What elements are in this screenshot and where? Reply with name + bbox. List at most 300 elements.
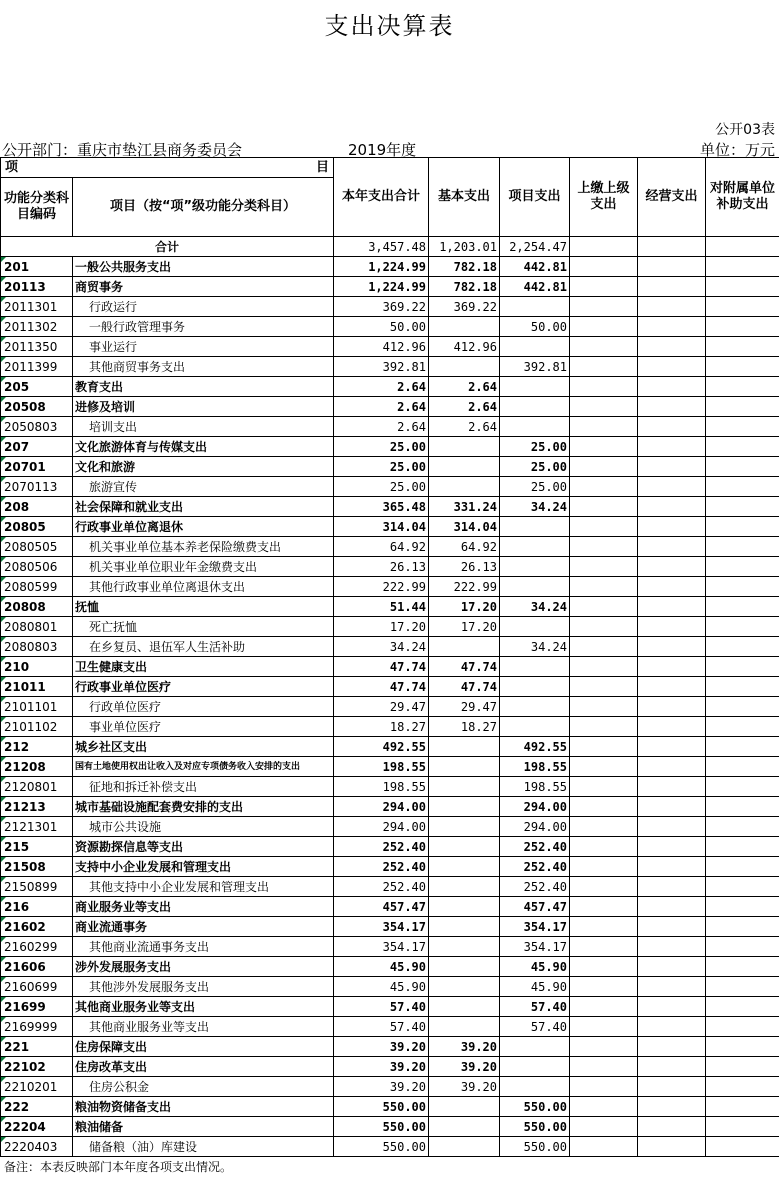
row-basic: 39.20 xyxy=(429,1037,500,1057)
table-row xyxy=(1,657,779,677)
row-subsidy xyxy=(706,937,779,957)
row-basic: 2.64 xyxy=(429,377,500,397)
row-subsidy xyxy=(706,1017,779,1037)
row-code: 21011 xyxy=(1,677,73,697)
row-subsidy xyxy=(706,677,779,697)
row-name: 一般公共服务支出 xyxy=(73,257,334,277)
row-business xyxy=(638,337,706,357)
row-code: 21213 xyxy=(1,797,73,817)
header-subsidy: 对附属单位补助支出 xyxy=(706,158,779,237)
table-row xyxy=(1,337,779,357)
row-project: 550.00 xyxy=(500,1117,570,1137)
row-upper xyxy=(570,837,638,857)
row-name: 其他商业流通事务支出 xyxy=(73,937,334,957)
row-subsidy xyxy=(706,397,779,417)
row-total: 222.99 xyxy=(334,577,429,597)
row-upper xyxy=(570,1057,638,1077)
table-row xyxy=(1,877,779,897)
row-project: 252.40 xyxy=(500,877,570,897)
row-business xyxy=(638,737,706,757)
row-upper xyxy=(570,557,638,577)
table-row xyxy=(1,1017,779,1037)
row-business xyxy=(638,1017,706,1037)
row-total: 294.00 xyxy=(334,817,429,837)
row-business xyxy=(638,457,706,477)
row-upper xyxy=(570,497,638,517)
row-name: 商业流通事务 xyxy=(73,917,334,937)
row-name: 教育支出 xyxy=(73,377,334,397)
row-project xyxy=(500,337,570,357)
row-upper xyxy=(570,357,638,377)
row-upper xyxy=(570,1117,638,1137)
row-basic xyxy=(429,777,500,797)
row-business xyxy=(638,317,706,337)
row-total: 365.48 xyxy=(334,497,429,517)
row-total: 47.74 xyxy=(334,677,429,697)
row-business xyxy=(638,657,706,677)
row-name: 旅游宣传 xyxy=(73,477,334,497)
row-business xyxy=(638,637,706,657)
row-project xyxy=(500,537,570,557)
row-name: 住房公积金 xyxy=(73,1077,334,1097)
row-name: 行政事业单位医疗 xyxy=(73,677,334,697)
row-name: 在乡复员、退伍军人生活补助 xyxy=(73,637,334,657)
row-upper xyxy=(570,897,638,917)
row-project xyxy=(500,297,570,317)
row-name: 征地和拆迁补偿支出 xyxy=(73,777,334,797)
table-row xyxy=(1,777,779,797)
row-upper xyxy=(570,597,638,617)
table-row xyxy=(1,937,779,957)
row-upper xyxy=(570,397,638,417)
row-code: 21602 xyxy=(1,917,73,937)
row-business xyxy=(638,477,706,497)
row-code: 205 xyxy=(1,377,73,397)
row-project: 442.81 xyxy=(500,257,570,277)
row-total: 50.00 xyxy=(334,317,429,337)
row-upper xyxy=(570,957,638,977)
row-subsidy xyxy=(706,877,779,897)
row-business xyxy=(638,1077,706,1097)
row-business xyxy=(638,277,706,297)
row-total: 314.04 xyxy=(334,517,429,537)
row-business xyxy=(638,877,706,897)
row-project xyxy=(500,1057,570,1077)
row-code: 21699 xyxy=(1,997,73,1017)
row-project xyxy=(500,617,570,637)
row-code: 210 xyxy=(1,657,73,677)
row-code: 221 xyxy=(1,1037,73,1057)
row-project: 354.17 xyxy=(500,937,570,957)
table-row xyxy=(1,637,779,657)
row-project: 252.40 xyxy=(500,857,570,877)
row-name: 粮油储备 xyxy=(73,1117,334,1137)
row-upper xyxy=(570,917,638,937)
row-business xyxy=(638,417,706,437)
row-basic xyxy=(429,977,500,997)
total-basic: 1,203.01 xyxy=(429,237,500,257)
row-subsidy xyxy=(706,897,779,917)
row-subsidy xyxy=(706,337,779,357)
row-name: 培训支出 xyxy=(73,417,334,437)
row-code: 2050803 xyxy=(1,417,73,437)
header-item-left: 项 xyxy=(5,159,19,175)
row-code: 2220403 xyxy=(1,1137,73,1157)
row-subsidy xyxy=(706,977,779,997)
row-upper xyxy=(570,737,638,757)
row-project: 50.00 xyxy=(500,317,570,337)
row-project: 457.47 xyxy=(500,897,570,917)
row-project xyxy=(500,557,570,577)
row-total: 29.47 xyxy=(334,697,429,717)
table-row xyxy=(1,517,779,537)
table-row xyxy=(1,557,779,577)
table-row xyxy=(1,1137,779,1157)
row-total: 2.64 xyxy=(334,397,429,417)
row-subsidy xyxy=(706,1057,779,1077)
row-upper xyxy=(570,797,638,817)
table-row xyxy=(1,957,779,977)
row-code: 2080505 xyxy=(1,537,73,557)
row-basic: 39.20 xyxy=(429,1057,500,1077)
table-row xyxy=(1,457,779,477)
row-basic: 222.99 xyxy=(429,577,500,597)
row-project: 198.55 xyxy=(500,777,570,797)
row-name: 涉外发展服务支出 xyxy=(73,957,334,977)
row-project xyxy=(500,417,570,437)
row-subsidy xyxy=(706,437,779,457)
row-name: 城乡社区支出 xyxy=(73,737,334,757)
row-name: 国有土地使用权出让收入及对应专项债务收入安排的支出 xyxy=(73,757,334,777)
table-row xyxy=(1,1097,779,1117)
row-basic: 314.04 xyxy=(429,517,500,537)
row-code: 2101102 xyxy=(1,717,73,737)
table-row xyxy=(1,737,779,757)
row-total: 34.24 xyxy=(334,637,429,657)
row-upper xyxy=(570,277,638,297)
row-basic xyxy=(429,937,500,957)
row-basic xyxy=(429,837,500,857)
row-project: 550.00 xyxy=(500,1097,570,1117)
total-sum: 3,457.48 xyxy=(334,237,429,257)
row-upper xyxy=(570,297,638,317)
row-code: 2101101 xyxy=(1,697,73,717)
row-project xyxy=(500,517,570,537)
row-name: 行政运行 xyxy=(73,297,334,317)
row-business xyxy=(638,717,706,737)
table-row xyxy=(1,577,779,597)
row-name: 商业服务业等支出 xyxy=(73,897,334,917)
table-row xyxy=(1,417,779,437)
row-business xyxy=(638,777,706,797)
row-business xyxy=(638,697,706,717)
row-subsidy xyxy=(706,1137,779,1157)
row-name: 文化旅游体育与传媒支出 xyxy=(73,437,334,457)
table-row xyxy=(1,357,779,377)
row-total: 51.44 xyxy=(334,597,429,617)
row-total: 354.17 xyxy=(334,937,429,957)
table-row xyxy=(1,1077,779,1097)
table-row xyxy=(1,697,779,717)
row-business xyxy=(638,757,706,777)
row-project xyxy=(500,697,570,717)
footnote: 备注：本表反映部门本年度各项支出情况。 xyxy=(4,1160,233,1174)
row-name: 进修及培训 xyxy=(73,397,334,417)
table-row xyxy=(1,837,779,857)
table-row xyxy=(1,897,779,917)
row-project: 294.00 xyxy=(500,817,570,837)
row-code: 2121301 xyxy=(1,817,73,837)
row-upper xyxy=(570,757,638,777)
row-subsidy xyxy=(706,557,779,577)
row-code: 2160299 xyxy=(1,937,73,957)
row-business xyxy=(638,597,706,617)
row-basic: 64.92 xyxy=(429,537,500,557)
row-upper xyxy=(570,777,638,797)
row-project: 25.00 xyxy=(500,437,570,457)
row-upper xyxy=(570,1037,638,1057)
table-row xyxy=(1,1057,779,1077)
row-project: 57.40 xyxy=(500,1017,570,1037)
row-business xyxy=(638,1097,706,1117)
row-total: 25.00 xyxy=(334,437,429,457)
row-name: 城市公共设施 xyxy=(73,817,334,837)
row-total: 369.22 xyxy=(334,297,429,317)
row-code: 2011399 xyxy=(1,357,73,377)
row-subsidy xyxy=(706,997,779,1017)
expenditure-table xyxy=(0,157,779,1157)
row-name: 行政事业单位离退休 xyxy=(73,517,334,537)
row-business xyxy=(638,1137,706,1157)
row-total: 57.40 xyxy=(334,997,429,1017)
row-upper xyxy=(570,677,638,697)
table-row xyxy=(1,757,779,777)
row-upper xyxy=(570,1137,638,1157)
row-business xyxy=(638,837,706,857)
row-total: 550.00 xyxy=(334,1097,429,1117)
row-name: 城市基础设施配套费安排的支出 xyxy=(73,797,334,817)
row-upper xyxy=(570,317,638,337)
row-code: 21208 xyxy=(1,757,73,777)
row-total: 25.00 xyxy=(334,457,429,477)
row-business xyxy=(638,677,706,697)
row-upper xyxy=(570,997,638,1017)
row-total: 354.17 xyxy=(334,917,429,937)
table-row xyxy=(1,917,779,937)
row-subsidy xyxy=(706,797,779,817)
header-total: 本年支出合计 xyxy=(334,158,429,237)
unit-label: 单位：万元 xyxy=(699,141,775,159)
row-total: 57.40 xyxy=(334,1017,429,1037)
row-subsidy xyxy=(706,257,779,277)
row-basic: 331.24 xyxy=(429,497,500,517)
row-basic: 47.74 xyxy=(429,657,500,677)
row-project xyxy=(500,577,570,597)
row-upper xyxy=(570,477,638,497)
row-code: 20805 xyxy=(1,517,73,537)
row-subsidy xyxy=(706,517,779,537)
row-subsidy xyxy=(706,737,779,757)
table-row xyxy=(1,477,779,497)
row-total: 26.13 xyxy=(334,557,429,577)
row-upper xyxy=(570,577,638,597)
header-basic: 基本支出 xyxy=(429,158,500,237)
row-code: 2011350 xyxy=(1,337,73,357)
form-number: 公开03表 xyxy=(715,122,775,138)
row-subsidy xyxy=(706,657,779,677)
row-business xyxy=(638,577,706,597)
row-project: 392.81 xyxy=(500,357,570,377)
row-basic: 782.18 xyxy=(429,257,500,277)
row-total: 45.90 xyxy=(334,977,429,997)
row-business xyxy=(638,797,706,817)
row-subsidy xyxy=(706,717,779,737)
row-subsidy xyxy=(706,757,779,777)
row-subsidy xyxy=(706,317,779,337)
row-subsidy xyxy=(706,1077,779,1097)
table-row xyxy=(1,537,779,557)
table-row xyxy=(1,717,779,737)
row-basic: 782.18 xyxy=(429,277,500,297)
table-row xyxy=(1,1117,779,1137)
row-name: 商贸事务 xyxy=(73,277,334,297)
row-project: 550.00 xyxy=(500,1137,570,1157)
row-name: 住房保障支出 xyxy=(73,1037,334,1057)
row-subsidy xyxy=(706,637,779,657)
row-code: 21508 xyxy=(1,857,73,877)
row-business xyxy=(638,257,706,277)
row-subsidy xyxy=(706,477,779,497)
row-basic xyxy=(429,917,500,937)
row-name: 死亡抚恤 xyxy=(73,617,334,637)
row-basic xyxy=(429,737,500,757)
row-code: 2080599 xyxy=(1,577,73,597)
row-total: 412.96 xyxy=(334,337,429,357)
row-total: 294.00 xyxy=(334,797,429,817)
row-upper xyxy=(570,697,638,717)
row-subsidy xyxy=(706,617,779,637)
row-basic xyxy=(429,797,500,817)
row-upper xyxy=(570,857,638,877)
row-code: 21606 xyxy=(1,957,73,977)
row-name: 储备粮（油）库建设 xyxy=(73,1137,334,1157)
row-total: 550.00 xyxy=(334,1137,429,1157)
table-row xyxy=(1,497,779,517)
table-row xyxy=(1,817,779,837)
row-name: 抚恤 xyxy=(73,597,334,617)
row-subsidy xyxy=(706,857,779,877)
row-project: 34.24 xyxy=(500,497,570,517)
row-basic xyxy=(429,317,500,337)
row-project: 34.24 xyxy=(500,597,570,617)
row-business xyxy=(638,817,706,837)
row-subsidy xyxy=(706,357,779,377)
row-code: 2120801 xyxy=(1,777,73,797)
table-row xyxy=(1,617,779,637)
row-subsidy xyxy=(706,1117,779,1137)
row-business xyxy=(638,397,706,417)
row-total: 1,224.99 xyxy=(334,277,429,297)
row-total: 550.00 xyxy=(334,1117,429,1137)
row-subsidy xyxy=(706,297,779,317)
row-basic: 412.96 xyxy=(429,337,500,357)
row-subsidy xyxy=(706,417,779,437)
row-upper xyxy=(570,257,638,277)
row-project xyxy=(500,677,570,697)
table-row xyxy=(1,437,779,457)
row-project: 442.81 xyxy=(500,277,570,297)
row-total: 64.92 xyxy=(334,537,429,557)
row-code: 2080803 xyxy=(1,637,73,657)
row-basic: 369.22 xyxy=(429,297,500,317)
row-subsidy xyxy=(706,497,779,517)
row-project: 45.90 xyxy=(500,957,570,977)
row-name: 机关事业单位基本养老保险缴费支出 xyxy=(73,537,334,557)
row-code: 20113 xyxy=(1,277,73,297)
total-subsidy xyxy=(706,237,779,257)
row-project: 198.55 xyxy=(500,757,570,777)
row-project: 25.00 xyxy=(500,457,570,477)
row-upper xyxy=(570,657,638,677)
row-basic xyxy=(429,357,500,377)
row-name: 其他涉外发展服务支出 xyxy=(73,977,334,997)
row-subsidy xyxy=(706,917,779,937)
row-basic xyxy=(429,1017,500,1037)
row-code: 2160699 xyxy=(1,977,73,997)
row-total: 18.27 xyxy=(334,717,429,737)
row-total: 252.40 xyxy=(334,837,429,857)
row-basic xyxy=(429,957,500,977)
row-total: 47.74 xyxy=(334,657,429,677)
row-business xyxy=(638,357,706,377)
row-basic xyxy=(429,457,500,477)
row-upper xyxy=(570,717,638,737)
row-basic: 2.64 xyxy=(429,417,500,437)
row-total: 392.81 xyxy=(334,357,429,377)
row-code: 2169999 xyxy=(1,1017,73,1037)
row-total: 25.00 xyxy=(334,477,429,497)
row-basic xyxy=(429,477,500,497)
row-name: 一般行政管理事务 xyxy=(73,317,334,337)
table-row xyxy=(1,797,779,817)
row-upper xyxy=(570,977,638,997)
row-upper xyxy=(570,877,638,897)
row-name: 行政单位医疗 xyxy=(73,697,334,717)
row-name: 卫生健康支出 xyxy=(73,657,334,677)
row-project: 45.90 xyxy=(500,977,570,997)
row-project xyxy=(500,397,570,417)
row-name: 机关事业单位职业年金缴费支出 xyxy=(73,557,334,577)
row-project: 252.40 xyxy=(500,837,570,857)
row-business xyxy=(638,1117,706,1137)
row-basic: 17.20 xyxy=(429,597,500,617)
row-upper xyxy=(570,457,638,477)
row-name: 粮油物资储备支出 xyxy=(73,1097,334,1117)
row-business xyxy=(638,377,706,397)
row-code: 201 xyxy=(1,257,73,277)
table-row xyxy=(1,597,779,617)
row-code: 2080506 xyxy=(1,557,73,577)
row-subsidy xyxy=(706,537,779,557)
row-name: 其他商业服务业等支出 xyxy=(73,997,334,1017)
header-upper: 上缴上级支出 xyxy=(570,158,638,237)
row-business xyxy=(638,997,706,1017)
row-code: 20508 xyxy=(1,397,73,417)
row-subsidy xyxy=(706,377,779,397)
row-total: 39.20 xyxy=(334,1077,429,1097)
total-business xyxy=(638,237,706,257)
row-code: 22204 xyxy=(1,1117,73,1137)
